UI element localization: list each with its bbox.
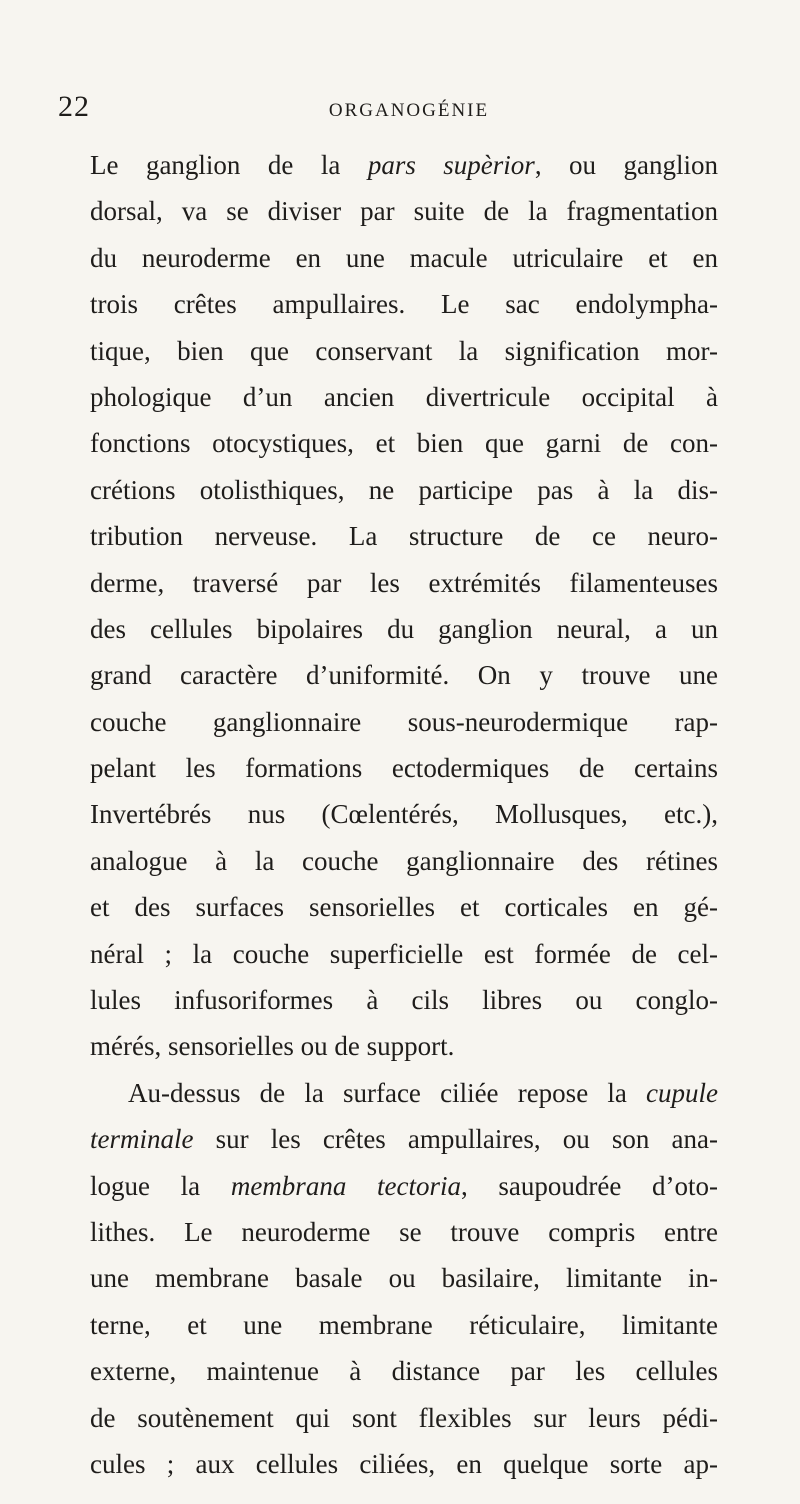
text-line: phologique d’un ancien divertricule occipital à bbox=[90, 381, 718, 412]
text-line: de soutènement qui sont flexibles sur leurs pédi- bbox=[90, 1402, 718, 1433]
text-line: dorsal, va se diviser par suite de la fragmentation bbox=[90, 196, 718, 227]
text-line: pelant les formations ectodermiques de certains bbox=[90, 753, 718, 784]
text-line: Au-dessus de la surface ciliée repose la cupule bbox=[128, 1077, 718, 1108]
italic-term: terminale bbox=[90, 1124, 194, 1155]
text-line: externe, maintenue à distance par les cellules bbox=[90, 1356, 718, 1387]
page-number: 22 bbox=[58, 90, 90, 123]
body-text bbox=[90, 142, 718, 1487]
page-header bbox=[58, 92, 740, 132]
italic-term: cupule bbox=[646, 1077, 718, 1108]
text-line: terminale sur les crêtes ampullaires, ou son ana- bbox=[90, 1124, 718, 1155]
text-line: du neuroderme en une macule utriculaire et en bbox=[90, 242, 718, 273]
text-line: terne, et une membrane réticulaire, limitante bbox=[90, 1309, 718, 1340]
text-line: tique, bien que conservant la signification mor- bbox=[90, 335, 718, 366]
text-line: couche ganglionnaire sous-neurodermique rap- bbox=[90, 706, 718, 737]
text-line: des cellules bipolaires du ganglion neural, a un bbox=[90, 613, 718, 644]
text-line: tribution nerveuse. La structure de ce neuro- bbox=[90, 521, 718, 552]
text-line: lithes. Le neuroderme se trouve compris entre bbox=[90, 1216, 718, 1247]
running-head: ORGANOGÉNIE bbox=[328, 100, 490, 121]
text-line: et des surfaces sensorielles et corticales en gé- bbox=[90, 892, 718, 923]
text-line: une membrane basale ou basilaire, limitante in- bbox=[90, 1263, 718, 1294]
text-line: trois crêtes ampullaires. Le sac endolympha- bbox=[90, 289, 718, 320]
italic-term: pars supèrior bbox=[367, 150, 535, 180]
text-line: analogue à la couche ganglionnaire des rétines bbox=[90, 845, 718, 876]
text-line: mérés, sensorielles ou de support. bbox=[90, 1031, 455, 1062]
text-line: lules infusoriformes à cils libres ou conglo- bbox=[90, 985, 718, 1016]
text-line: fonctions otocystiques, et bien que garni de con- bbox=[90, 428, 718, 459]
text-line: Invertébrés nus (Cœlentérés, Mollusques, etc.), bbox=[90, 799, 718, 830]
text-line: derme, traversé par les extrémités filamenteuses bbox=[90, 567, 718, 598]
text-line: Le ganglion de la pars supèrior, ou ganglion bbox=[90, 150, 718, 180]
text-line: crétions otolisthiques, ne participe pas à la dis- bbox=[90, 474, 718, 505]
text-line: néral ; la couche superficielle est formée de cel- bbox=[90, 938, 718, 969]
text-line: logue la membrana tectoria, saupoudrée d’oto- bbox=[90, 1170, 718, 1201]
text-line: grand caractère d’uniformité. On y trouve une bbox=[90, 660, 718, 691]
italic-term: membrana tectoria bbox=[230, 1170, 461, 1201]
text-line: cules ; aux cellules ciliées, en quelque sorte ap- bbox=[90, 1448, 718, 1479]
